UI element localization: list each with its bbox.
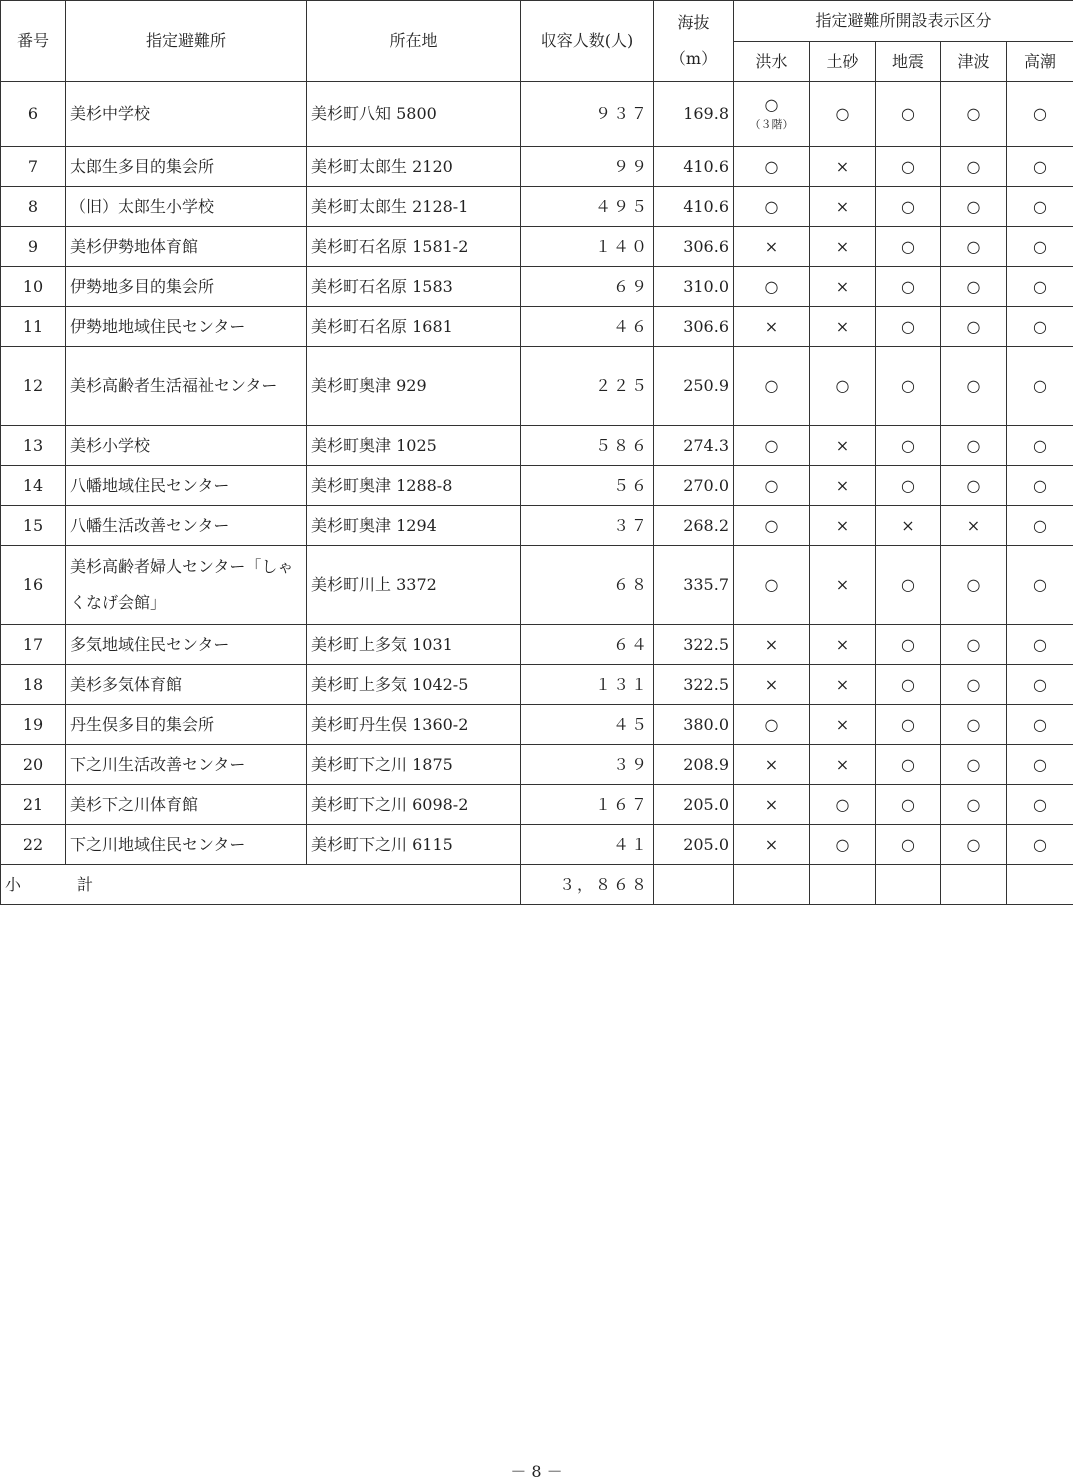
cell-earthquake: × [876,506,941,546]
cell-flood: × [734,625,810,665]
cell-tsunami: ○ [941,825,1007,865]
cell-tsunami: ○ [941,625,1007,665]
header-capacity: 収容人数(人) [521,1,654,82]
table-row [1,307,1073,347]
table-row [1,227,1073,267]
table-row [1,466,1073,506]
cell-capacity: ５６ [521,466,654,506]
header-shelter-name: 指定避難所 [66,1,307,82]
cell-flood: ○ [734,267,810,307]
cell-address: 美杉町奥津 1288-8 [307,466,521,506]
header-storm-surge: 高潮 [1007,42,1073,82]
cell-altitude: 169.8 [654,82,734,147]
cell-address: 美杉町太郎生 2128-1 [307,187,521,227]
cell-no: 16 [1,546,66,625]
cell-name: 多気地域住民センター [66,625,307,665]
cell-storm-surge: ○ [1007,227,1073,267]
cell-altitude: 306.6 [654,307,734,347]
cell-earthquake: ○ [876,82,941,147]
cell-no: 7 [1,147,66,187]
table-row [1,745,1073,785]
cell-sediment: × [810,665,876,705]
cell-address: 美杉町奥津 1025 [307,426,521,466]
cell-no: 18 [1,665,66,705]
cell-capacity: ４６ [521,307,654,347]
table-row [1,147,1073,187]
cell-name: 美杉下之川体育館 [66,785,307,825]
cell-altitude: 410.6 [654,147,734,187]
cell-sediment: × [810,506,876,546]
cell-earthquake: ○ [876,426,941,466]
cell-storm-surge: ○ [1007,187,1073,227]
cell-altitude: 310.0 [654,267,734,307]
cell-altitude: 335.7 [654,546,734,625]
header-altitude [654,1,734,82]
cell-flood: ○ [734,466,810,506]
table-row [1,267,1073,307]
cell-address: 美杉町丹生俣 1360-2 [307,705,521,745]
cell-storm-surge: ○ [1007,82,1073,147]
cell-flood: ○ [734,506,810,546]
cell-earthquake: ○ [876,267,941,307]
cell-capacity: ４１ [521,825,654,865]
header-tsunami: 津波 [941,42,1007,82]
cell-tsunami: ○ [941,785,1007,825]
cell-no: 17 [1,625,66,665]
cell-earthquake: ○ [876,825,941,865]
cell-address: 美杉町川上 3372 [307,546,521,625]
cell-tsunami: ○ [941,546,1007,625]
cell-no: 11 [1,307,66,347]
cell-tsunami: ○ [941,426,1007,466]
table-body [1,82,1073,905]
cell-address: 美杉町下之川 1875 [307,745,521,785]
cell-name: （旧）太郎生小学校 [66,187,307,227]
cell-name: 八幡地域住民センター [66,466,307,506]
table-row [1,825,1073,865]
cell-tsunami: ○ [941,745,1007,785]
cell-sediment: × [810,705,876,745]
cell-flood: ○ [734,705,810,745]
cell-no: 10 [1,267,66,307]
cell-storm-surge: ○ [1007,825,1073,865]
cell-altitude: 274.3 [654,426,734,466]
cell-address: 美杉町八知 5800 [307,82,521,147]
subtotal-label-left: 小 [5,874,22,894]
cell-storm-surge: ○ [1007,267,1073,307]
cell-earthquake: ○ [876,466,941,506]
cell-altitude: 250.9 [654,347,734,426]
cell-address: 美杉町石名原 1681 [307,307,521,347]
cell-name: 美杉伊勢地体育館 [66,227,307,267]
cell-flood: ○ [734,546,810,625]
cell-flood: ○ [734,426,810,466]
cell-sediment: ○ [810,347,876,426]
cell-flood [734,82,810,147]
cell-name: 美杉小学校 [66,426,307,466]
cell-no: 22 [1,825,66,865]
subtotal-label-right: 計 [77,874,94,894]
cell-address: 美杉町石名原 1581-2 [307,227,521,267]
cell-earthquake: ○ [876,307,941,347]
cell-address: 美杉町上多気 1031 [307,625,521,665]
cell-flood-note: （３階） [749,118,794,131]
subtotal-earthquake-empty [876,865,941,905]
cell-storm-surge: ○ [1007,745,1073,785]
cell-tsunami: ○ [941,267,1007,307]
cell-no: 19 [1,705,66,745]
cell-earthquake: ○ [876,665,941,705]
cell-no: 20 [1,745,66,785]
cell-earthquake: ○ [876,705,941,745]
cell-storm-surge: ○ [1007,546,1073,625]
cell-address: 美杉町太郎生 2120 [307,147,521,187]
cell-storm-surge: ○ [1007,426,1073,466]
cell-capacity: １６７ [521,785,654,825]
table-row [1,785,1073,825]
cell-flood: ○ [734,347,810,426]
cell-no: 12 [1,347,66,426]
cell-tsunami: ○ [941,665,1007,705]
cell-capacity: １４０ [521,227,654,267]
cell-no: 13 [1,426,66,466]
cell-no: 6 [1,82,66,147]
cell-tsunami: ○ [941,227,1007,267]
cell-sediment: × [810,745,876,785]
cell-tsunami: ○ [941,82,1007,147]
cell-storm-surge: ○ [1007,665,1073,705]
cell-altitude: 380.0 [654,705,734,745]
cell-name: 太郎生多目的集会所 [66,147,307,187]
cell-tsunami: ○ [941,466,1007,506]
header-category: 指定避難所開設表示区分 [734,1,1073,42]
cell-tsunami: × [941,506,1007,546]
cell-name: 丹生俣多目的集会所 [66,705,307,745]
table-row [1,665,1073,705]
subtotal-flood-empty [734,865,810,905]
cell-earthquake: ○ [876,147,941,187]
cell-address: 美杉町石名原 1583 [307,267,521,307]
cell-capacity: ９３７ [521,82,654,147]
subtotal-sediment-empty [810,865,876,905]
cell-name: 下之川地域住民センター [66,825,307,865]
table-row [1,625,1073,665]
cell-sediment: × [810,267,876,307]
cell-altitude: 205.0 [654,785,734,825]
table-row [1,426,1073,466]
cell-altitude: 306.6 [654,227,734,267]
table-row [1,187,1073,227]
cell-sediment: ○ [810,825,876,865]
cell-address: 美杉町下之川 6098-2 [307,785,521,825]
cell-address: 美杉町奥津 1294 [307,506,521,546]
cell-flood: × [734,785,810,825]
cell-sediment: × [810,307,876,347]
cell-name: 美杉高齢者婦人センター「しゃくなげ会館」 [66,546,307,625]
cell-earthquake: ○ [876,745,941,785]
cell-name: 八幡生活改善センター [66,506,307,546]
cell-earthquake: ○ [876,187,941,227]
cell-capacity: ６９ [521,267,654,307]
cell-sediment: × [810,187,876,227]
subtotal-label [1,865,521,905]
cell-sediment: × [810,227,876,267]
table-header [1,1,1073,82]
cell-no: 8 [1,187,66,227]
table-row [1,82,1073,147]
cell-address: 美杉町上多気 1042-5 [307,665,521,705]
cell-earthquake: ○ [876,546,941,625]
cell-capacity: ２２５ [521,347,654,426]
cell-earthquake: ○ [876,625,941,665]
cell-flood: ○ [734,187,810,227]
cell-tsunami: ○ [941,147,1007,187]
cell-capacity: ９９ [521,147,654,187]
cell-altitude: 270.0 [654,466,734,506]
subtotal-storm-surge-empty [1007,865,1073,905]
subtotal-altitude-empty [654,865,734,905]
cell-tsunami: ○ [941,307,1007,347]
cell-storm-surge: ○ [1007,466,1073,506]
header-no: 番号 [1,1,66,82]
cell-address: 美杉町奥津 929 [307,347,521,426]
cell-no: 15 [1,506,66,546]
cell-storm-surge: ○ [1007,147,1073,187]
header-flood: 洪水 [734,42,810,82]
cell-earthquake: ○ [876,785,941,825]
header-address: 所在地 [307,1,521,82]
cell-address: 美杉町下之川 6115 [307,825,521,865]
cell-tsunami: ○ [941,347,1007,426]
cell-sediment: × [810,625,876,665]
cell-sediment: × [810,546,876,625]
cell-storm-surge: ○ [1007,506,1073,546]
cell-altitude: 268.2 [654,506,734,546]
cell-tsunami: ○ [941,187,1007,227]
cell-capacity: ５８６ [521,426,654,466]
cell-flood: × [734,825,810,865]
cell-capacity: ６４ [521,625,654,665]
cell-name: 伊勢地多目的集会所 [66,267,307,307]
cell-name: 美杉高齢者生活福祉センター [66,347,307,426]
cell-altitude: 322.5 [654,665,734,705]
table-row [1,506,1073,546]
cell-flood: ○ [734,147,810,187]
cell-name: 美杉多気体育館 [66,665,307,705]
cell-altitude: 208.9 [654,745,734,785]
cell-capacity: ６８ [521,546,654,625]
cell-capacity: ３７ [521,506,654,546]
cell-sediment: ○ [810,82,876,147]
cell-name: 美杉中学校 [66,82,307,147]
cell-sediment: × [810,147,876,187]
header-altitude-line1: 海抜 [677,13,710,32]
cell-flood: × [734,665,810,705]
cell-sediment: ○ [810,785,876,825]
cell-flood-mark: ○ [764,95,779,114]
cell-sediment: × [810,466,876,506]
cell-flood: × [734,745,810,785]
cell-altitude: 322.5 [654,625,734,665]
table-row [1,546,1073,625]
subtotal-capacity: ３，８６８ [521,865,654,905]
cell-capacity: ３９ [521,745,654,785]
cell-name: 伊勢地地域住民センター [66,307,307,347]
header-altitude-line2: （m） [669,49,718,68]
subtotal-tsunami-empty [941,865,1007,905]
cell-earthquake: ○ [876,347,941,426]
cell-altitude: 410.6 [654,187,734,227]
subtotal-row [1,865,1073,905]
cell-capacity: ４９５ [521,187,654,227]
cell-storm-surge: ○ [1007,705,1073,745]
header-earthquake: 地震 [876,42,941,82]
cell-no: 21 [1,785,66,825]
cell-storm-surge: ○ [1007,347,1073,426]
cell-earthquake: ○ [876,227,941,267]
cell-tsunami: ○ [941,705,1007,745]
cell-no: 14 [1,466,66,506]
table-row [1,705,1073,745]
table-row [1,347,1073,426]
cell-no: 9 [1,227,66,267]
cell-altitude: 205.0 [654,825,734,865]
cell-storm-surge: ○ [1007,307,1073,347]
cell-storm-surge: ○ [1007,785,1073,825]
page-number: － 8 － [510,1462,563,1481]
cell-capacity: １３１ [521,665,654,705]
cell-storm-surge: ○ [1007,625,1073,665]
header-sediment: 土砂 [810,42,876,82]
header-row-top [1,1,1073,42]
cell-sediment: × [810,426,876,466]
cell-flood: × [734,307,810,347]
cell-capacity: ４５ [521,705,654,745]
cell-name: 下之川生活改善センター [66,745,307,785]
cell-flood: × [734,227,810,267]
